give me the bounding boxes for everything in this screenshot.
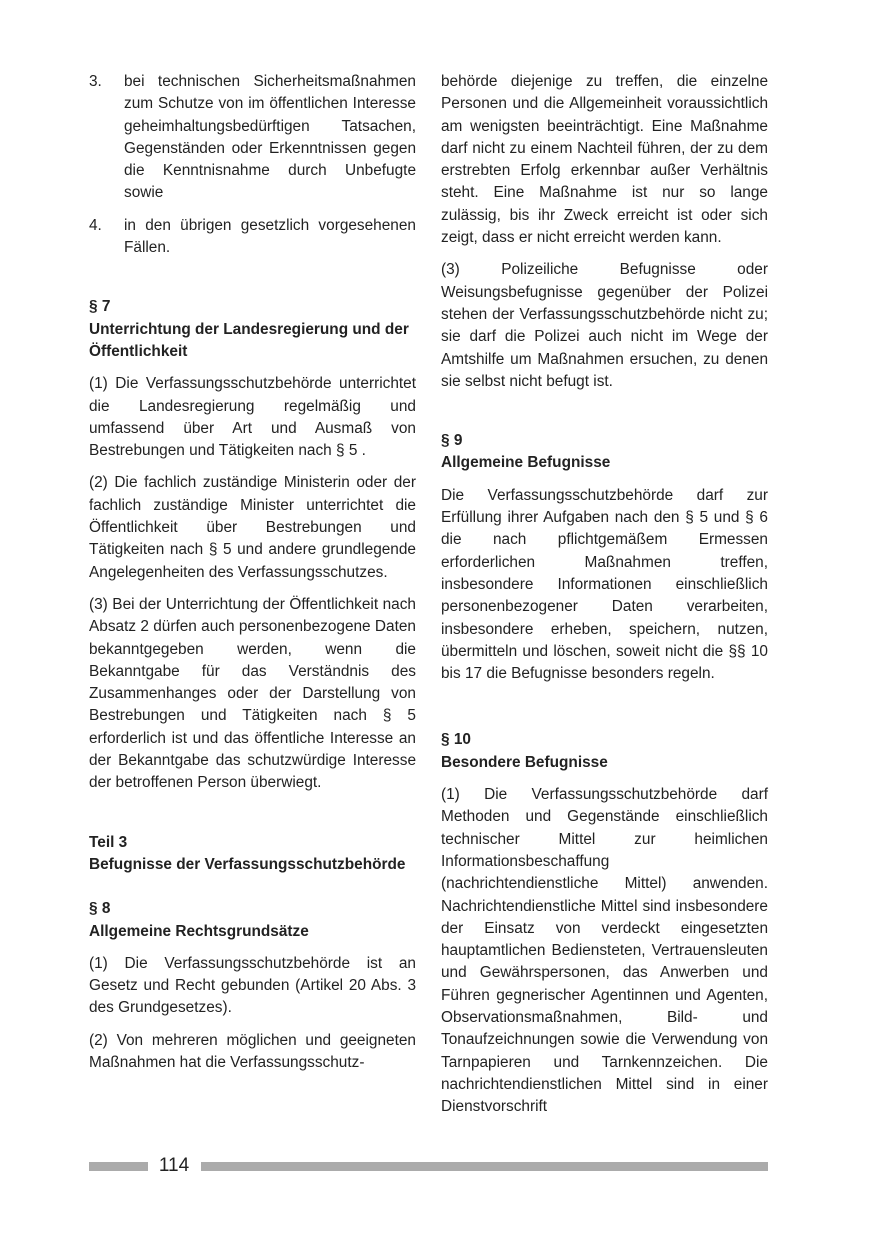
section-7-heading: [89, 296, 416, 363]
page-number: 114: [158, 1155, 190, 1176]
section-8-heading: [89, 898, 416, 943]
section-number: § 7: [89, 298, 111, 316]
list-item: [89, 71, 416, 205]
section-number: § 9: [441, 432, 463, 450]
footer-bar-right: [201, 1162, 768, 1171]
section-title: Besondere Befugnisse: [441, 753, 608, 771]
paragraph: (1) Die Verfassungsschutzbehörde unterrichtet die Landesregierung regelmäßig und umfassend über Art und Ausmaß von Bestrebungen und Tätigkeiten nach § 5 .: [89, 375, 416, 460]
footer-bar-left: [89, 1162, 148, 1171]
section-title: Allgemeine Rechtsgrundsätze: [89, 922, 309, 940]
paragraph: (2) Die fachlich zuständige Ministerin oder der fachlich zuständige Minister unterrichtet die Öffentlichkeit über Bestrebungen und Tätigkeiten nach § 5 und andere grundlegende Angelegenheiten des Verfassungsschutzes.: [89, 474, 416, 581]
list-number: 4.: [89, 216, 102, 234]
paragraph: (1) Die Verfassungsschutzbehörde darf Methoden und Gegenstände einschließlich technischer Mittel zur heimlichen Informationsbeschaffung (nachrichtendienstliche Mittel) anwenden. Nachrichtendienstliche Mittel sind insbesondere der Einsatz von verdeckt eingesetzten hauptamtlichen Bediensteten, Vertrauensleuten und Gewährspersonen, das Anwerben und Führen gegnerischer Agentinnen und Agenten, Observationsmaßnahmen, Bild- und Tonaufzeichnungen sowie die Verwendung von Tarnpapieren und Tarnkennzeichen. Die nachrichtendienstlichen Mittel sind in einer Dienstvorschrift: [441, 786, 768, 1116]
list-number: 3.: [89, 73, 102, 90]
right-column: [441, 71, 768, 1128]
section-number: § 10: [441, 731, 471, 749]
left-column: [89, 71, 416, 1084]
list-item: [89, 215, 416, 260]
section-10-heading: [441, 729, 768, 774]
part-3-heading: [89, 832, 416, 877]
paragraph: (3) Bei der Unterrichtung der Öffentlichkeit nach Absatz 2 dürfen auch personenbezogene Daten bekanntgegeben werden, wenn die Bekanntgabe für das Verständnis des Zusammenhanges oder der Darstellung von Bestrebungen und Tätigkeiten nach § 5 erforderlich ist und das öffentliche Interesse an der Bekanntgabe das schutzwürdige Interesse der betroffenen Person überwiegt.: [89, 595, 416, 792]
paragraph: (2) Von mehreren möglichen und geeigneten Maßnahmen hat die Verfassungsschutz-: [89, 1031, 416, 1071]
paragraph: (3) Polizeiliche Befugnisse oder Weisungsbefugnisse gegenüber der Polizei stehen der Verfassungsschutzbehörde nicht zu; sie darf die Polizei auch nicht im Wege der Amtshilfe um Maßnahmen ersuchen, zu denen sie selbst nicht befugt ist.: [441, 261, 768, 390]
page-footer: [89, 1152, 768, 1180]
section-number: § 8: [89, 900, 111, 918]
paragraph: (1) Die Verfassungsschutzbehörde ist an Gesetz und Recht gebunden (Artikel 20 Abs. 3 des Grundgesetzes).: [89, 954, 416, 1017]
part-title: Befugnisse der Verfassungsschutzbehörde: [89, 855, 406, 873]
paragraph: Die Verfassungsschutzbehörde darf zur Erfüllung ihrer Aufgaben nach den § 5 und § 6 die nach pflichtgemäßem Ermessen erforderlichen Maßnahmen treffen, insbesondere Informationen einschließlich personenbezogener Daten verarbeiten, insbesondere erheben, speichern, nutzen, übermitteln und löschen, soweit nicht die §§ 10 bis 17 die Befugnisse besonders regeln.: [441, 486, 768, 683]
section-title: Allgemeine Befugnisse: [441, 454, 611, 472]
section-9-heading: [441, 430, 768, 475]
section-title: Unterrichtung der Landesregierung und der Öffentlichkeit: [89, 320, 409, 360]
list-text: bei technischen Sicherheitsmaßnahmen zum Schutze von im öffentlichen Interesse geheimhaltungsbedürftigen Tatsachen, Gegenständen oder Erkenntnissen gegen die Kenntnisnahme durch Unbefugte sowie: [124, 73, 416, 202]
paragraph: behörde diejenige zu treffen, die einzelne Personen und die Allgemeinheit voraussichtlich am wenigsten beeinträchtigt. Eine Maßnahme darf nicht zu einem Nachteil führen, der zu dem erstrebten Erfolg erkennbar außer Verhältnis steht. Eine Maßnahme ist nur so lange zulässig, bis ihr Zweck erreicht ist oder sich zeigt, dass er nicht erreicht werden kann.: [441, 73, 768, 247]
list-text: in den übrigen gesetzlich vorgesehenen Fällen.: [124, 216, 416, 257]
part-number: Teil 3: [89, 833, 128, 851]
